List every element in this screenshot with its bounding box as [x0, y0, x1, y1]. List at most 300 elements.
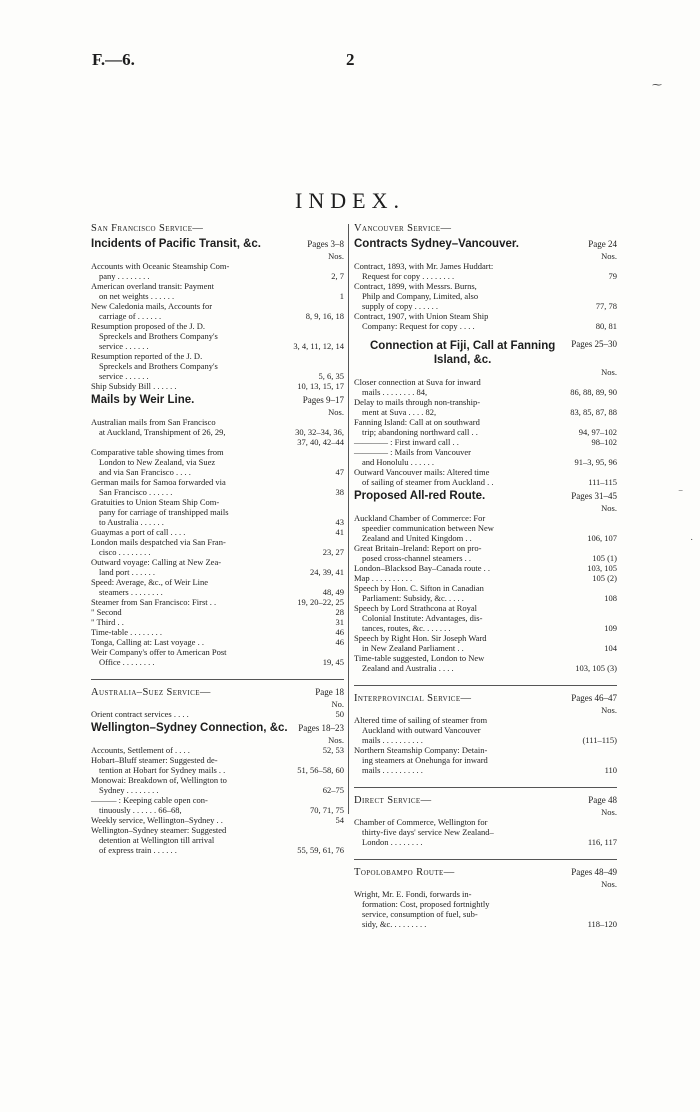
entry-ref-value: 23, 27	[322, 547, 344, 557]
entry-line: Request for copy . . . . . . . .	[362, 271, 455, 281]
index-entry	[354, 817, 617, 847]
entry-ref-value: 103, 105	[587, 563, 617, 573]
entry-text	[91, 351, 319, 381]
entry-text	[91, 617, 336, 627]
entry-line: Auckland Chamber of Commerce: For	[354, 513, 486, 523]
entry-line: Zealand and Australia . . . .	[362, 663, 454, 673]
entry-line: and via San Francisco . . . .	[99, 467, 191, 477]
entry-ref-value: 1	[339, 291, 344, 301]
entry-text	[91, 321, 293, 351]
entry-line: Speech by Right Hon. Sir Joseph Ward	[354, 633, 487, 643]
index-entry	[91, 795, 344, 815]
index-entry	[91, 825, 344, 855]
entry-ref-value: 118–120	[587, 919, 617, 929]
margin-mark: ⁻	[678, 488, 684, 499]
entry-line: Weir Company's offer to American Post	[91, 647, 227, 657]
section-header	[354, 794, 617, 807]
entry-ref	[293, 341, 344, 351]
left-column	[91, 222, 344, 867]
entry-ref-value: 51, 56–58, 60	[297, 765, 344, 775]
section-rule	[354, 787, 617, 788]
entry-ref	[323, 657, 344, 667]
section-rule	[354, 859, 617, 860]
entry-line: mails . . . . . . . . . .	[362, 735, 423, 745]
entry-ref	[604, 593, 617, 603]
entry-line: Spreckels and Brothers Company's	[99, 331, 218, 341]
entry-line: Contract, 1899, with Messrs. Burns,	[354, 281, 477, 291]
entry-ref	[331, 271, 344, 281]
index-section	[91, 686, 344, 855]
entry-ref	[579, 427, 617, 437]
entry-line: Philp and Company, Limited, also	[362, 291, 479, 301]
subsection-title: Connection at Fiji, Call at Fanning Island, &c.	[369, 340, 556, 366]
subsection-pages: Pages 18–23	[298, 723, 344, 733]
entry-line: Orient contract services . . . .	[91, 709, 189, 719]
entry-line: tances, routes, &c. . . . . . .	[362, 623, 451, 633]
entry-line: Colonial Institute: Advantages, dis-	[362, 613, 483, 623]
index-entry	[91, 447, 344, 477]
entry-ref	[323, 547, 344, 557]
entry-line: tinuously . . . . . . 66–68,	[99, 805, 182, 815]
index-entry	[354, 653, 617, 673]
entry-line: Hobart–Bluff steamer: Suggested de-	[91, 755, 218, 765]
entry-text	[91, 637, 336, 647]
entry-ref	[295, 427, 344, 437]
entry-line: Resumption proposed of the J. D.	[91, 321, 206, 331]
entry-text	[354, 889, 588, 929]
index-entry	[91, 537, 344, 557]
entry-line: Great Britain–Ireland: Report on pro-	[354, 543, 482, 553]
entry-ref-value: 80, 81	[595, 321, 617, 331]
entry-line: Delay to mails through non-tranship-	[354, 397, 481, 407]
section-title: Vancouver Service—	[354, 223, 452, 234]
entry-line: at Auckland, Transhipment of 26, 29,	[99, 427, 226, 437]
entry-text	[354, 397, 570, 417]
entry-text	[354, 745, 605, 775]
index-entry	[354, 573, 617, 583]
section-rule	[354, 685, 617, 686]
entry-line: Parliament: Subsidy, &c. . . . .	[362, 593, 464, 603]
entry-ref-value: 83, 85, 87, 88	[570, 407, 617, 417]
section-header	[354, 692, 617, 705]
subsection-title: Contracts Sydney–Vancouver.	[354, 238, 519, 250]
entry-line: Fanning Island: Call at on southward	[354, 417, 480, 427]
entry-line: steamers . . . . . . . .	[99, 587, 163, 597]
index-entry	[91, 497, 344, 527]
entry-ref-value: 5, 6, 35	[318, 371, 344, 381]
entry-text	[354, 311, 596, 331]
entry-line: New Caledonia mails, Accounts for	[91, 301, 213, 311]
nos-label: Nos.	[601, 807, 617, 817]
entry-line: Sydney . . . . . . . .	[99, 785, 159, 795]
section-header	[354, 866, 617, 879]
entry-ref	[587, 533, 617, 543]
entry-text	[91, 597, 297, 607]
section-title: Interprovincial Service—	[354, 693, 472, 704]
entry-line: Auckland with outward Vancouver	[362, 725, 481, 735]
subsection-pages: Pages 31–45	[571, 491, 617, 501]
margin-mark: ⁓	[652, 80, 662, 91]
entry-ref	[588, 919, 617, 929]
entry-line: of express train . . . . . .	[99, 845, 177, 855]
entry-line: Contract, 1893, with Mr. James Huddart:	[354, 261, 494, 271]
entry-ref-value: 31	[335, 617, 344, 627]
subsection-header	[354, 339, 617, 367]
subsection-header	[91, 721, 344, 735]
entry-text	[354, 437, 592, 447]
nos-label: Nos.	[328, 251, 344, 261]
entry-line: Ship Subsidy Bill . . . . . .	[91, 381, 177, 391]
nos-label: Nos.	[601, 705, 617, 715]
section-pages: Page 18	[315, 687, 344, 697]
entry-ref	[336, 627, 345, 637]
subsection-header	[354, 237, 617, 251]
entry-text	[91, 745, 323, 755]
entry-line: land port . . . . . .	[99, 567, 155, 577]
entry-line: Comparative table showing times from	[91, 447, 224, 457]
entry-text	[354, 447, 575, 467]
entry-line: Monowai: Breakdown of, Wellington to	[91, 775, 227, 785]
index-entry	[354, 437, 617, 447]
index-entry	[354, 745, 617, 775]
entry-ref-value: 28	[335, 607, 344, 617]
entry-ref	[587, 563, 617, 573]
entry-line: Wright, Mr. E. Fondi, forwards in-	[354, 889, 472, 899]
entry-line: thirty-five days' service New Zealand–	[362, 827, 494, 837]
entry-ref-value: 108	[604, 593, 617, 603]
index-entry	[91, 647, 344, 667]
entry-ref-value: 86, 88, 89, 90	[570, 387, 617, 397]
entry-line: Gratuities to Union Steam Ship Com-	[91, 497, 220, 507]
entry-line: German mails for Samoa forwarded via	[91, 477, 226, 487]
entry-line: Company: Request for copy . . . .	[362, 321, 475, 331]
entry-line: " Third . .	[91, 617, 124, 627]
index-entry	[354, 281, 617, 311]
entry-ref-value: 105 (1)	[592, 553, 617, 563]
entry-line: on net weights . . . . . .	[99, 291, 175, 301]
index-entry	[354, 715, 617, 745]
entry-line: Weekly service, Wellington–Sydney . .	[91, 815, 223, 825]
index-entry	[354, 889, 617, 929]
subsection-header	[91, 237, 344, 251]
entry-ref	[583, 735, 617, 745]
entry-line: to Australia . . . . . .	[99, 517, 164, 527]
column-divider	[348, 224, 349, 814]
nos-label: Nos.	[601, 367, 617, 377]
subsection-title: Proposed All-red Route.	[354, 490, 486, 502]
subsection-pages: Page 24	[588, 239, 617, 249]
entry-text	[354, 583, 604, 603]
entry-ref-value: 105 (2)	[592, 573, 617, 583]
index-entry	[91, 417, 344, 437]
entry-line: mails . . . . . . . . 84,	[362, 387, 428, 397]
entry-line: San Francisco . . . . . .	[99, 487, 173, 497]
subsection-pages: Pages 9–17	[302, 395, 344, 405]
entry-text	[91, 647, 323, 667]
index-entry	[91, 477, 344, 497]
entry-line: Australian mails from San Francisco	[91, 417, 216, 427]
entry-line: trip; abandoning northward call . .	[362, 427, 478, 437]
entry-line: tention at Hobart for Sydney mails . .	[99, 765, 226, 775]
index-entry	[354, 311, 617, 331]
nos-label: Nos.	[328, 735, 344, 745]
entry-line: Time-table . . . . . . . .	[91, 627, 162, 637]
section-title: Australia–Suez Service—	[91, 687, 211, 698]
section-rule	[91, 679, 344, 680]
section-title: San Francisco Service—	[91, 223, 204, 234]
subsection-header	[354, 489, 617, 503]
entry-ref-value: 91–3, 95, 96	[574, 457, 617, 467]
entry-ref-value: (111–115)	[582, 735, 617, 745]
entry-line: posed cross-channel steamers . .	[362, 553, 472, 563]
index-section	[354, 794, 617, 847]
entry-text	[354, 563, 587, 573]
entry-line: Spreckels and Brothers Company's	[99, 361, 218, 371]
entry-ref	[297, 381, 344, 391]
entry-text	[91, 497, 336, 527]
index-entry	[354, 543, 617, 563]
entry-line: Altered time of sailing of steamer from	[354, 715, 488, 725]
entry-ref-value: 19, 20–22, 25	[297, 597, 344, 607]
entry-ref-value: 46	[335, 627, 344, 637]
page-number: 2	[346, 50, 355, 69]
entry-line: supply of copy . . . . . .	[362, 301, 439, 311]
entry-text	[91, 447, 336, 477]
entry-line: ———— : First inward call . .	[354, 437, 459, 447]
entry-text	[354, 633, 604, 653]
index-entry	[91, 557, 344, 577]
entry-ref	[319, 371, 345, 381]
index-title: INDEX.	[295, 188, 405, 213]
entry-line: carriage of . . . . . .	[99, 311, 162, 321]
entry-ref-value: 70, 71, 75	[310, 805, 344, 815]
entry-text	[91, 557, 310, 577]
entry-line: Office . . . . . . . .	[99, 657, 155, 667]
index-entry	[91, 815, 344, 825]
entry-line: speedier communication between New	[362, 523, 494, 533]
entry-text	[91, 577, 323, 597]
entry-text	[354, 261, 609, 281]
index-entry	[91, 381, 344, 391]
entry-ref-value: 46	[335, 637, 344, 647]
index-entry	[91, 709, 344, 719]
entry-text	[91, 301, 306, 321]
entry-ref	[336, 607, 345, 617]
nos-label: Nos.	[601, 879, 617, 889]
section-pages: Page 48	[588, 795, 617, 805]
section-title: Topolobampo Route—	[354, 867, 455, 878]
index-entry	[354, 583, 617, 603]
entry-text	[91, 755, 297, 775]
entry-text	[354, 543, 592, 563]
index-entry	[91, 755, 344, 775]
index-entry	[354, 633, 617, 653]
entry-ref-value: 62–75	[322, 785, 344, 795]
entry-ref-value: 47	[335, 467, 344, 477]
entry-text	[354, 281, 596, 311]
entry-ref-value: 109	[604, 623, 617, 633]
entry-line: Northern Steamship Company: Detain-	[354, 745, 488, 755]
index-section	[354, 222, 617, 673]
header-ref: F.—6.	[92, 50, 135, 69]
entry-line: London to New Zealand, via Suez	[99, 457, 216, 467]
entry-line: Wellington–Sydney steamer: Suggested	[91, 825, 227, 835]
index-entry	[91, 627, 344, 637]
entry-ref-value: 116, 117	[587, 837, 617, 847]
entry-ref	[570, 407, 617, 417]
subsection-title: Mails by Weir Line.	[91, 394, 195, 406]
entry-ref	[604, 643, 617, 653]
section-pages: Pages 46–47	[571, 693, 617, 703]
entry-ref	[336, 527, 345, 537]
entry-line: Zealand and United Kingdom . .	[362, 533, 472, 543]
entry-ref	[592, 437, 618, 447]
entry-line: Tonga, Calling at: Last voyage . .	[91, 637, 204, 647]
entry-ref-value: 104	[604, 643, 617, 653]
index-entry	[354, 603, 617, 633]
entry-text	[91, 795, 310, 815]
entry-ref	[306, 311, 344, 321]
subsection-pages: Pages 25–30	[571, 339, 617, 349]
entry-ref	[570, 387, 617, 397]
entry-line: Steamer from San Francisco: First . .	[91, 597, 217, 607]
entry-line: Map . . . . . . . . . .	[354, 573, 413, 583]
nos-label: Nos.	[601, 251, 617, 261]
index-entry	[91, 261, 344, 281]
entry-ref	[575, 457, 618, 467]
entry-text	[91, 477, 336, 497]
entry-line: sidy, &c. . . . . . . . .	[362, 919, 427, 929]
entry-text	[91, 825, 297, 855]
entry-ref-value: 98–102	[591, 437, 617, 447]
index-entry	[354, 467, 617, 487]
section-title: Direct Service—	[354, 795, 432, 806]
entry-ref	[596, 321, 617, 331]
subsection-title: Incidents of Pacific Transit, &c.	[91, 238, 261, 250]
entry-line: Chamber of Commerce, Wellington for	[354, 817, 488, 827]
index-entry	[91, 637, 344, 647]
index-entry	[91, 617, 344, 627]
entry-ref-value: 79	[608, 271, 617, 281]
entry-line: service, consumption of fuel, sub-	[362, 909, 478, 919]
entry-line: ———— : Mails from Vancouver	[354, 447, 471, 457]
entry-ref-value: 110	[604, 765, 617, 775]
entry-ref	[336, 815, 345, 825]
index-entry	[354, 513, 617, 543]
index-entry	[354, 447, 617, 467]
entry-line: Time-table suggested, London to New	[354, 653, 485, 663]
entry-line: Accounts, Settlement of . . . .	[91, 745, 190, 755]
entry-text	[91, 527, 336, 537]
entry-text	[354, 817, 588, 847]
index-entry	[354, 377, 617, 397]
entry-ref-value: 8, 9, 16, 18	[305, 311, 344, 321]
subsection-pages: Pages 3–8	[307, 239, 344, 249]
entry-ref-value: 103, 105 (3)	[575, 663, 617, 673]
entry-ref	[323, 785, 344, 795]
index-entry	[91, 607, 344, 617]
entry-ref-value: 52, 53	[322, 745, 344, 755]
entry-ref-value: 55, 59, 61, 76	[297, 845, 344, 855]
entry-ref	[336, 617, 345, 627]
entry-ref-value: 43	[335, 517, 344, 527]
entry-line: service . . . . . .	[99, 371, 149, 381]
entry-ref	[592, 573, 617, 583]
entry-line: Guaymas a port of call . . . .	[91, 527, 186, 537]
entry-text	[91, 815, 336, 825]
entry-ref	[297, 765, 344, 775]
entry-line: Speech by Hon. C. Sifton in Canadian	[354, 583, 484, 593]
entry-line: " Second	[91, 607, 122, 617]
entry-ref-value: 19, 45	[322, 657, 344, 667]
entry-line: American overland transit: Payment	[91, 281, 214, 291]
entry-ref	[605, 765, 617, 775]
subsection-header	[91, 393, 344, 407]
entry-line: formation: Cost, proposed fortnightly	[362, 899, 490, 909]
entry-text	[354, 653, 575, 673]
entry-ref-value: 48, 49	[322, 587, 344, 597]
index-entry	[354, 417, 617, 437]
entry-ref	[592, 553, 617, 563]
entry-line: Contract, 1907, with Union Steam Ship	[354, 311, 489, 321]
entry-ref	[575, 663, 617, 673]
entry-ref	[310, 567, 344, 577]
entry-text	[91, 607, 336, 617]
entry-ref-value: 38	[335, 487, 344, 497]
entry-line: Outward voyage: Calling at New Zea-	[91, 557, 222, 567]
entry-ref-value: 106, 107	[587, 533, 617, 543]
index-section	[91, 222, 344, 667]
index-entry	[91, 527, 344, 537]
entry-text	[354, 573, 592, 583]
entry-text	[354, 715, 583, 745]
entry-line: Outward Vancouver mails: Altered time	[354, 467, 490, 477]
entry-line: of sailing of steamer from Auckland . .	[362, 477, 494, 487]
index-entry	[354, 563, 617, 573]
right-column	[354, 222, 617, 941]
margin-mark: ˙	[690, 538, 694, 549]
entry-line: pany . . . . . . . .	[99, 271, 150, 281]
entry-text	[91, 709, 336, 719]
nos-label: Nos.	[328, 407, 344, 417]
entry-text	[354, 377, 570, 397]
entry-ref	[336, 467, 345, 477]
entry-ref-value: 111–115	[588, 477, 617, 487]
entry-ref	[588, 477, 617, 487]
entry-ref	[336, 517, 345, 527]
entry-text	[91, 417, 295, 437]
entry-ref	[323, 745, 344, 755]
entry-ref	[609, 271, 618, 281]
nos-label: Nos.	[601, 503, 617, 513]
entry-line: Resumption reported of the J. D.	[91, 351, 203, 361]
entry-ref	[297, 597, 344, 607]
entry-text	[91, 537, 323, 557]
entry-ref-value: 3, 4, 11, 12, 14	[293, 341, 344, 351]
entry-line: London mails despatched via San Fran-	[91, 537, 226, 547]
entry-line: ing steamers at Onehunga for inward	[362, 755, 488, 765]
entry-ref	[596, 301, 617, 311]
entry-line: detention at Wellington till arrival	[99, 835, 215, 845]
entry-ref-value: 30, 32–34, 36,	[295, 427, 344, 437]
entry-ref-value: 77, 78	[595, 301, 617, 311]
entry-line: and Honolulu . . . . . .	[362, 457, 435, 467]
index-entry	[91, 597, 344, 607]
entry-text	[91, 281, 340, 301]
entry-line: pany for carriage of transhipped mails	[99, 507, 229, 517]
entry-line: cisco . . . . . . . .	[99, 547, 151, 557]
index-entry	[354, 261, 617, 281]
